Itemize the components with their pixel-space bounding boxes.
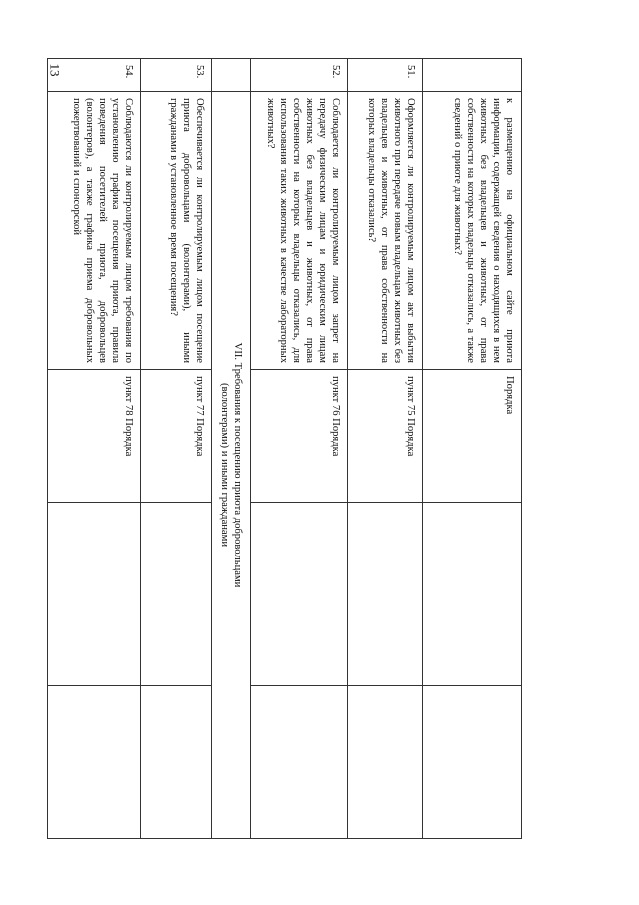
reference-cell: Порядка (423, 370, 522, 503)
empty-cell (423, 503, 522, 686)
empty-cell (141, 686, 212, 839)
empty-cell (141, 503, 212, 686)
question-cell: Соблюдается ли контролируемым лицом запрет на передачу физическим лицам и юридическим лицам животных без владельцев и животных, от права собственности на которых владельцы отказались, для использования таких животных в качестве лабораторных животных? (251, 92, 348, 370)
checklist-table-rotated (71, 58, 522, 833)
table-row (141, 59, 212, 839)
question-cell: Соблюдаются ли контролируемым лицом требования по установлению графика посещения приюта, правила поведения посетителей приюта, добровольцев (волонтеров), а также графика приема добровольных пожертвований и спонсорской (48, 92, 141, 370)
reference-cell: пункт 77 Порядка (141, 370, 212, 503)
section-heading-line: VII. Требования к посещению приюта добровольцами (232, 342, 243, 588)
question-cell: Оформляется ли контролируемым лицом акт выбытия животного при передаче новым владельцам животных без владельцев и животных, от права собственности на которых владельцы отказались? (348, 92, 423, 370)
section-heading (212, 92, 251, 839)
empty-cell (48, 503, 141, 686)
table-row (348, 59, 423, 839)
empty-cell (251, 686, 348, 839)
question-cell: Обеспечивается ли контролируемым лицом посещение приюта добровольцами (волонтерами), иными гражданами в установленное время посещения? (141, 92, 212, 370)
section-heading-line: (волонтерами) и иными гражданами (219, 382, 230, 548)
row-number: 52. (251, 59, 348, 92)
table-row (423, 59, 522, 839)
section-row (212, 59, 251, 839)
reference-cell: пункт 75 Порядка (348, 370, 423, 503)
reference-cell: пункт 78 Порядка (48, 370, 141, 503)
empty-cell (48, 686, 141, 839)
row-number: 51. (348, 59, 423, 92)
empty-cell (212, 59, 251, 92)
table-row (48, 59, 141, 839)
empty-cell (348, 686, 423, 839)
page-number: 13 (47, 63, 63, 77)
row-number (423, 59, 522, 92)
row-number: 53. (141, 59, 212, 92)
empty-cell (423, 686, 522, 839)
empty-cell (348, 503, 423, 686)
row-number: 54. (48, 59, 141, 92)
checklist-table (47, 58, 522, 839)
empty-cell (251, 503, 348, 686)
table-row (251, 59, 348, 839)
reference-cell: пункт 76 Порядка (251, 370, 348, 503)
question-cell: к размещению на официальном сайте приюта информации, содержащей сведения о находящихся в нем животных без владельцев и животных, от права собственности на которых владельцы отказались, а также сведений о приюте для животных? (423, 92, 522, 370)
